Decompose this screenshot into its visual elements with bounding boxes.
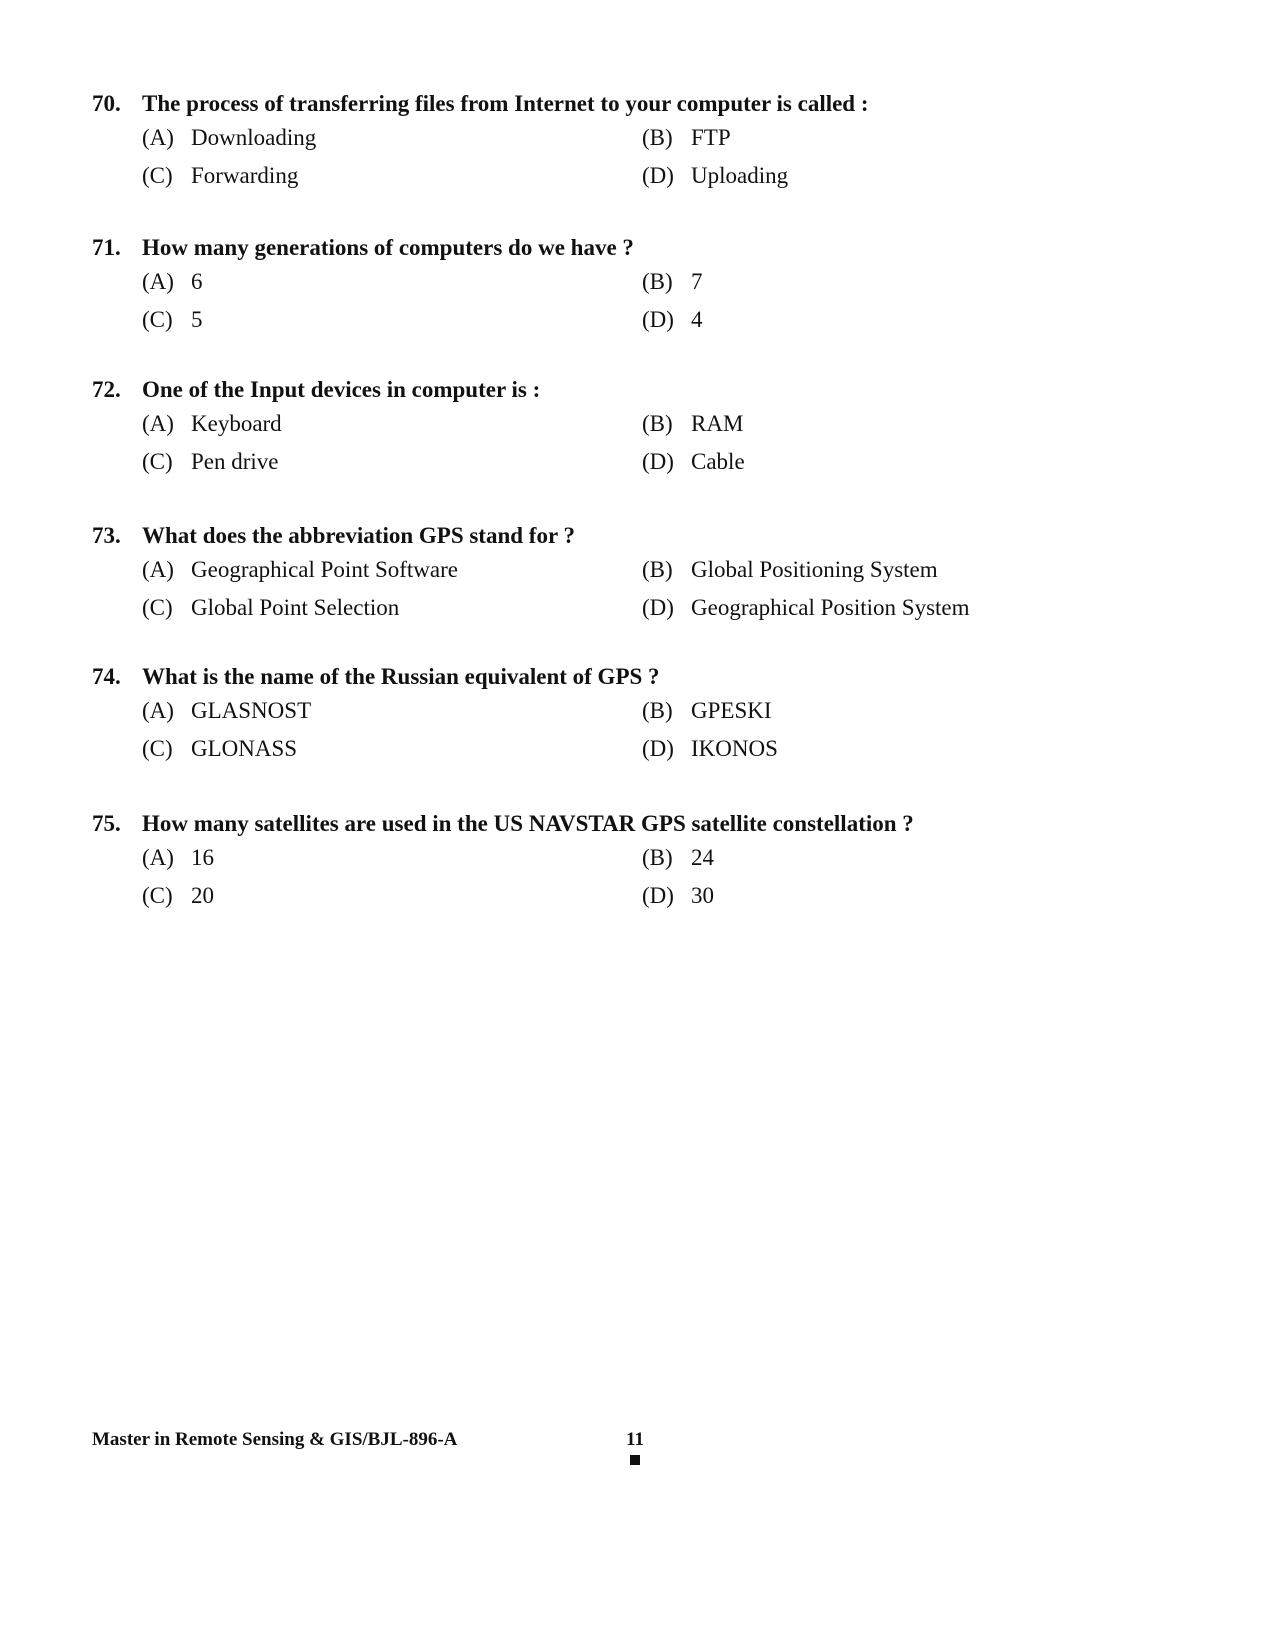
option-letter: (D) [642, 449, 674, 474]
option-letter: (D) [642, 736, 674, 761]
question-text: How many satellites are used in the US NAVSTAR GPS satellite constellation ? [142, 811, 914, 836]
question-70 [92, 90, 1192, 188]
option-letter: (B) [642, 411, 673, 436]
option-letter: (D) [642, 307, 674, 332]
question-73 [92, 522, 1192, 620]
option-text: IKONOS [691, 736, 778, 761]
question-75 [92, 810, 1192, 908]
option-text: 30 [691, 883, 714, 908]
option-text: 5 [191, 307, 203, 332]
question-heading [92, 522, 1192, 550]
question-text: The process of transferring files from Internet to your computer is called : [142, 91, 869, 116]
question-74 [92, 663, 1192, 761]
question-number: 73. [92, 523, 121, 548]
question-71 [92, 234, 1192, 332]
option-text: 7 [691, 269, 703, 294]
option-letter: (A) [142, 557, 174, 582]
option-text: 6 [191, 269, 203, 294]
option-text: Pen drive [191, 449, 279, 474]
option-letter: (C) [142, 449, 173, 474]
option-letter: (A) [142, 125, 174, 150]
option-text: GLONASS [191, 736, 298, 761]
option-letter: (C) [142, 595, 173, 620]
option-text: 20 [191, 883, 214, 908]
question-heading [92, 376, 1192, 404]
option-letter: (A) [142, 269, 174, 294]
question-number: 75. [92, 811, 121, 836]
option-text: GLASNOST [191, 698, 312, 723]
question-heading [92, 663, 1192, 691]
option-text: Downloading [191, 125, 317, 150]
question-number: 71. [92, 235, 121, 260]
question-text: How many generations of computers do we have ? [142, 235, 634, 260]
footer-exam-code: Master in Remote Sensing & GIS/BJL-896-A [92, 1429, 458, 1450]
option-letter: (B) [642, 557, 673, 582]
end-square-icon [630, 1455, 640, 1465]
question-heading [92, 234, 1192, 262]
option-text: Cable [691, 449, 745, 474]
option-letter: (B) [642, 125, 673, 150]
option-letter: (C) [142, 736, 173, 761]
option-letter: (A) [142, 411, 174, 436]
option-text: Uploading [691, 163, 789, 188]
option-text: 16 [191, 845, 214, 870]
option-text: 24 [691, 845, 714, 870]
question-text: What is the name of the Russian equivalent of GPS ? [142, 664, 660, 689]
option-text: Global Positioning System [691, 557, 938, 582]
option-letter: (B) [642, 698, 673, 723]
option-letter: (A) [142, 845, 174, 870]
question-number: 74. [92, 664, 121, 689]
option-letter: (C) [142, 883, 173, 908]
option-text: 4 [691, 307, 703, 332]
option-text: GPESKI [691, 698, 772, 723]
option-letter: (B) [642, 269, 673, 294]
option-letter: (D) [642, 883, 674, 908]
option-letter: (B) [642, 845, 673, 870]
question-text: What does the abbreviation GPS stand for ? [142, 523, 576, 548]
option-text: Global Point Selection [191, 595, 400, 620]
question-text: One of the Input devices in computer is : [142, 377, 541, 402]
question-heading [92, 810, 1192, 838]
option-letter: (D) [642, 163, 674, 188]
option-text: Forwarding [191, 163, 299, 188]
option-letter: (D) [642, 595, 674, 620]
option-letter: (C) [142, 163, 173, 188]
option-text: FTP [691, 125, 731, 150]
page-number: 11 [626, 1429, 644, 1450]
option-text: Geographical Point Software [191, 557, 458, 582]
option-letter: (C) [142, 307, 173, 332]
option-text: Geographical Position System [691, 595, 970, 620]
question-number: 70. [92, 91, 121, 116]
question-72 [92, 376, 1192, 474]
option-text: RAM [691, 411, 744, 436]
option-letter: (A) [142, 698, 174, 723]
question-heading [92, 90, 1192, 118]
question-number: 72. [92, 377, 121, 402]
option-text: Keyboard [191, 411, 282, 436]
